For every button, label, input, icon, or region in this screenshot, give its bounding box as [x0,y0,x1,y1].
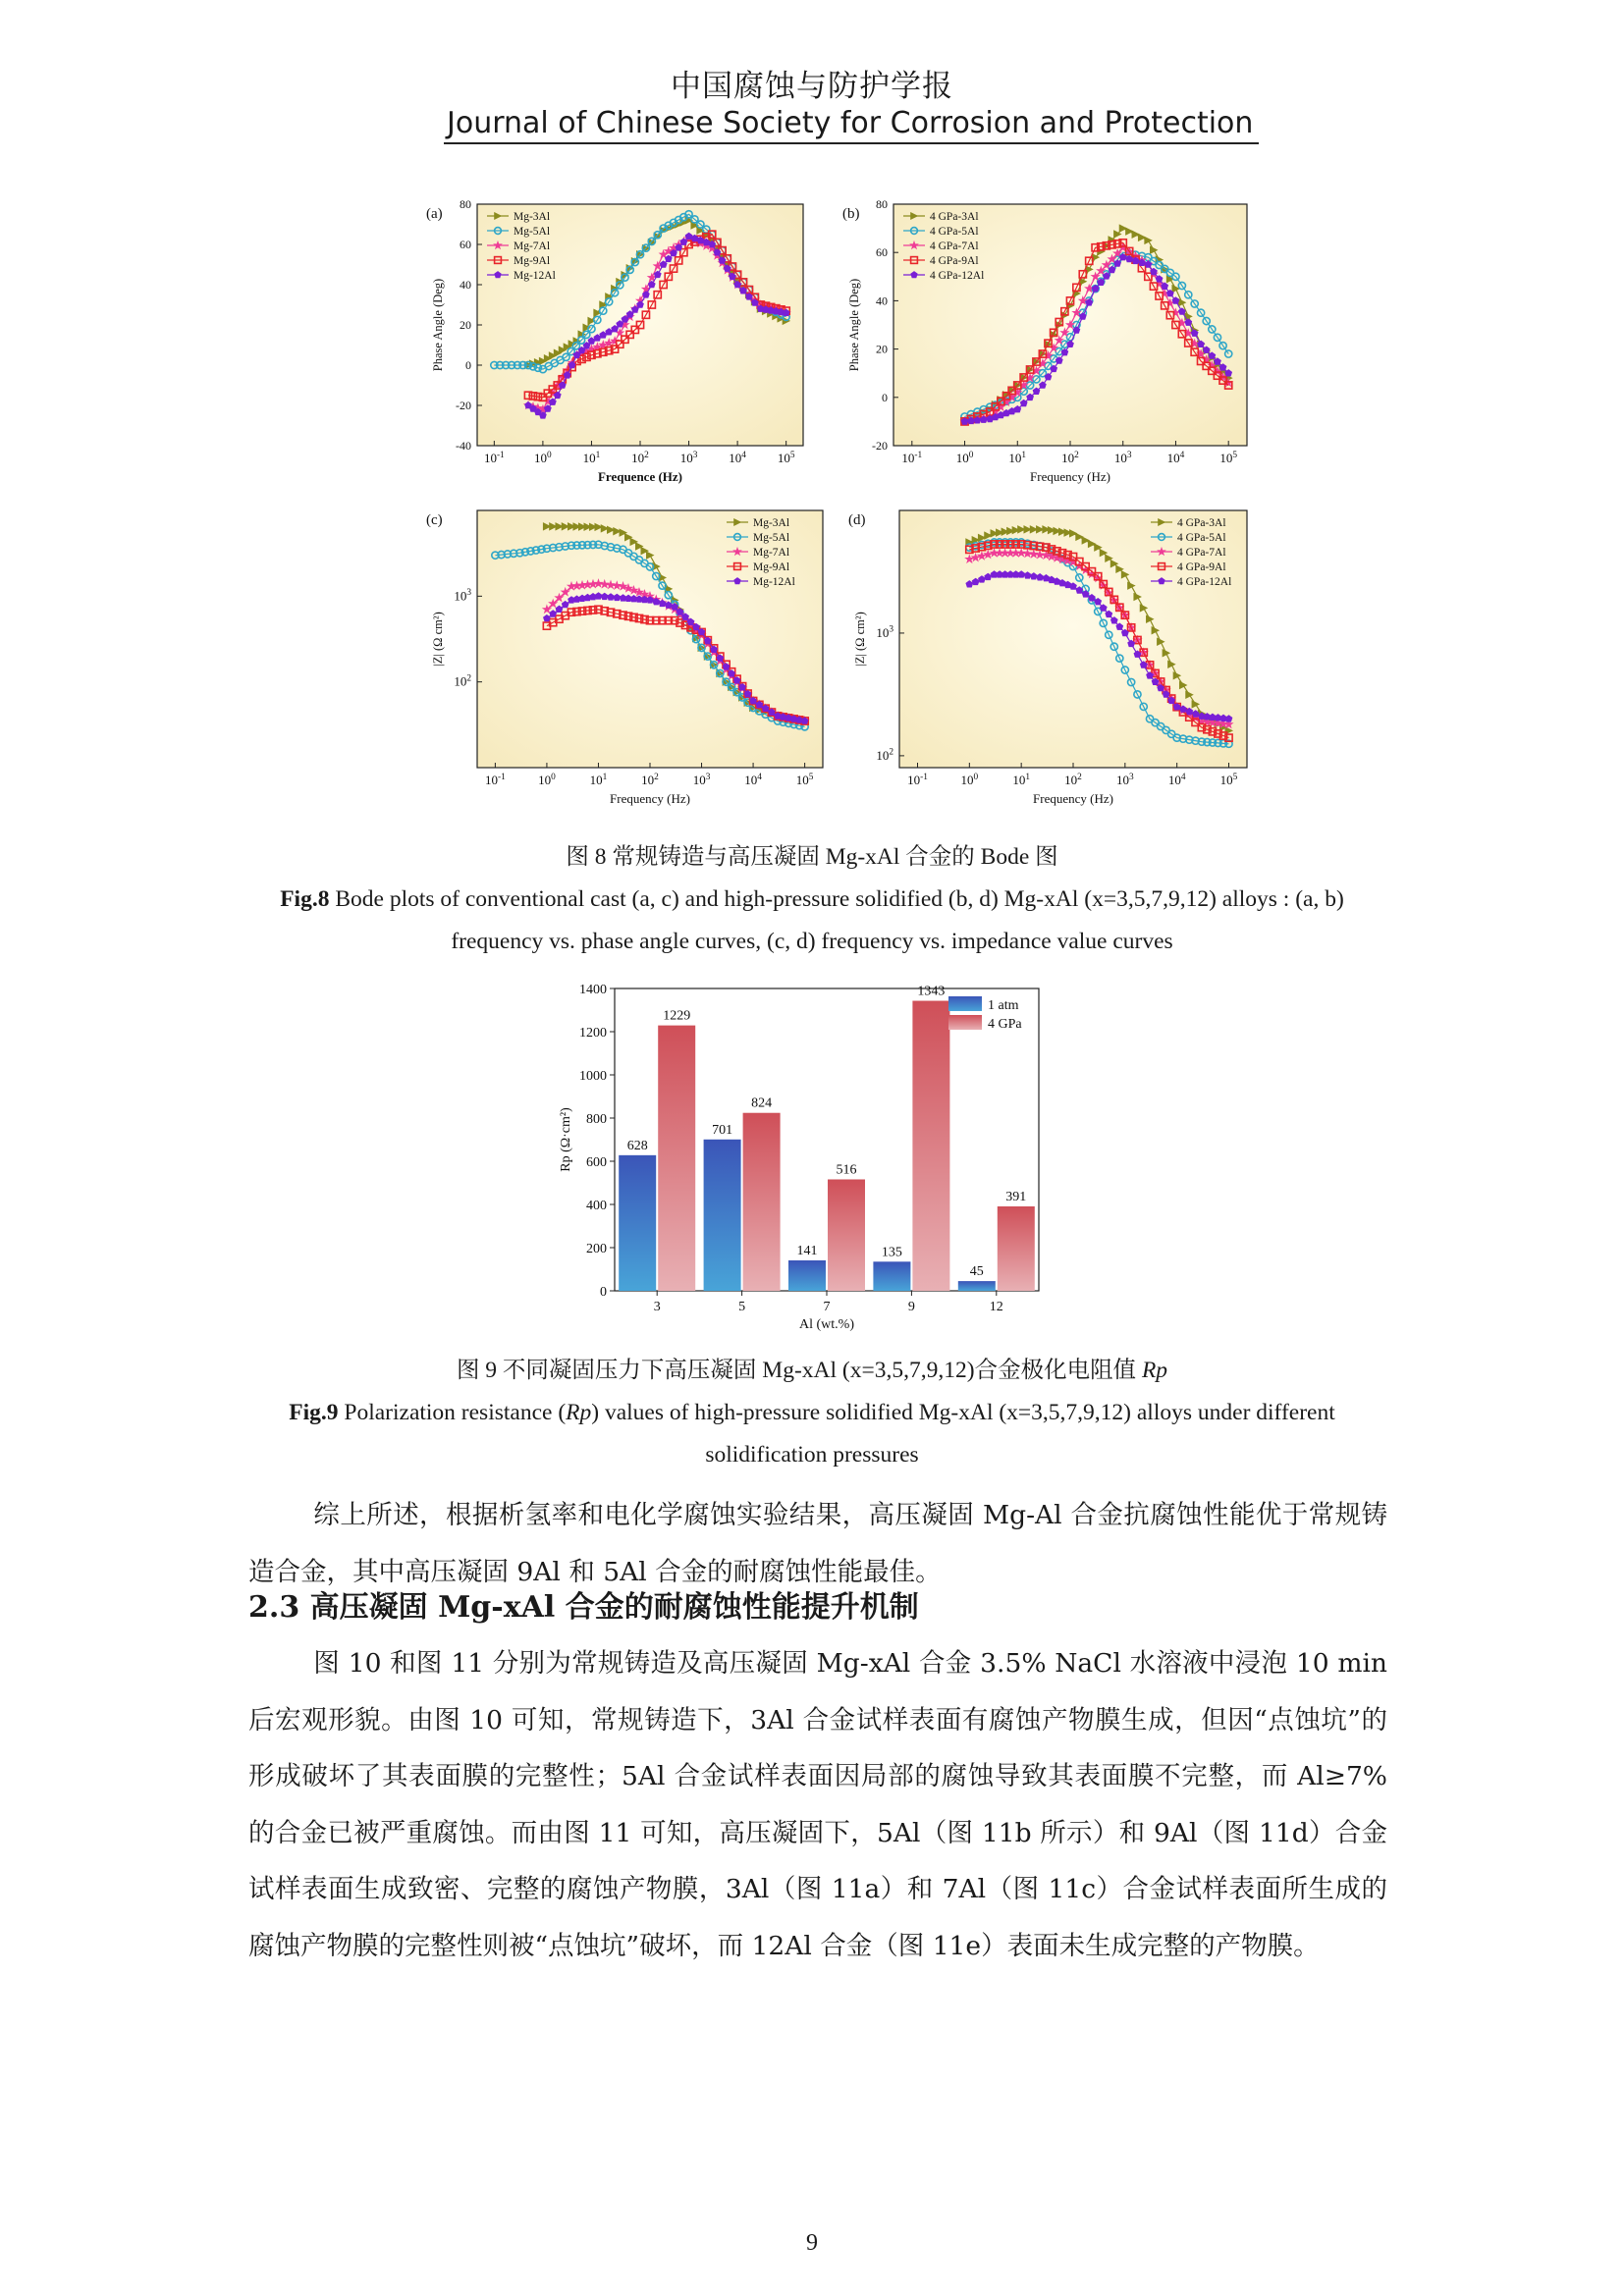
x-tick-label: $10^0$ [960,772,979,787]
x-axis-label: Frequence (Hz) [597,469,683,484]
bar-value-label: 45 [969,1264,984,1280]
x-tick-label: $10^1$ [1008,450,1027,465]
legend-label: 4 GPa-12Al [1177,576,1232,588]
y-tick-label: 400 [586,1199,607,1213]
y-tick-label: -40 [456,439,471,453]
y-tick-label: 80 [876,197,888,211]
bar [658,1026,695,1291]
legend-label: Mg-3Al [514,211,551,223]
legend-swatch [948,1015,982,1030]
x-tick-label: $10^{-1}$ [483,450,505,465]
bar-value-label: 141 [796,1243,818,1258]
legend-label: Mg-12Al [514,270,556,282]
y-tick-label: 0 [600,1285,607,1300]
x-tick-label: $10^3$ [692,772,711,787]
x-tick-label: $10^5$ [1219,772,1238,787]
legend-label: 4 GPa-7Al [1177,547,1226,559]
paragraph-summary-text: 综上所述，根据析氢率和电化学腐蚀实验结果，高压凝固 Mg-Al 合金抗腐蚀性能优于常规铸造合金，其中高压凝固 9Al 和 5Al 合金的耐腐蚀性能最佳。 [248,1500,1387,1587]
legend-label: 4 GPa-7Al [930,240,979,252]
chart-c [410,501,842,815]
x-tick-label: $10^0$ [538,772,556,787]
section-title: 2.3 高压凝固 Mg-xAl 合金的耐腐蚀性能提升机制 [248,1590,919,1625]
fig9-caption-cn [0,1350,1624,1391]
legend-label: 4 GPa-9Al [1177,561,1226,573]
bar-value-label: 628 [626,1138,648,1153]
x-tick-label: $10^4$ [744,772,762,787]
y-tick-label: -20 [872,439,888,453]
legend-label: Mg-3Al [753,517,790,529]
fig8-panel-a [410,194,823,499]
bar-value-label: 824 [751,1095,773,1111]
y-tick-label: 20 [876,342,888,356]
x-tick-label: $10^{-1}$ [901,450,923,465]
legend-label: 4 GPa-5Al [1177,532,1226,544]
y-tick-label: 600 [586,1155,607,1170]
y-axis-label: Phase Angle (Deg) [431,278,445,372]
x-tick-label: $10^4$ [1166,450,1185,465]
legend-label: 1 atm [988,998,1019,1013]
bar [704,1140,741,1291]
x-axis-label: Frequency (Hz) [1030,469,1110,484]
x-tick-label: $10^3$ [679,450,698,465]
y-tick-label: 0 [882,390,888,404]
fig8-panel-b [833,194,1265,499]
fig8-caption-text-1: Bode plots of conventional cast (a, c) and high-pressure solidified (b, d) Mg-xAl (x=3,5,7,9,12) alloys : (a, b) [329,886,1344,912]
bar [828,1179,865,1291]
bar [619,1155,656,1291]
y-axis-label: |Z| (Ω cm²) [853,612,867,667]
y-tick-label: -20 [456,399,471,412]
x-tick-label: $10^{-1}$ [907,772,928,787]
panel-label: (a) [426,206,443,222]
bar [873,1261,910,1291]
fig8-panel-d [833,501,1265,815]
x-tick-label: $10^3$ [1115,772,1134,787]
legend-label: 4 GPa-3Al [930,211,979,223]
x-tick-label: $10^5$ [795,772,814,787]
x-tick-label: $10^2$ [631,450,649,465]
y-tick-label: 800 [586,1112,607,1127]
bar-value-label: 701 [712,1122,733,1138]
chart-b [833,194,1265,499]
panel-label: (b) [842,206,860,222]
y-tick-label: $10^3$ [454,588,471,604]
y-axis-label: Rp (Ω·cm²) [559,1107,573,1172]
x-tick-label: $10^1$ [582,450,601,465]
panel-label: (d) [848,512,866,528]
y-tick-label: 40 [460,278,471,292]
x-tick-label: $10^4$ [1167,772,1186,787]
y-tick-label: 60 [460,238,471,251]
header-rule [444,142,1259,144]
fig9-caption-symbol: Rp [566,1400,592,1425]
y-axis-label: |Z| (Ω cm²) [431,612,445,667]
x-axis-label: Al (wt.%) [799,1317,854,1332]
legend-label: 4 GPa-9Al [930,255,979,267]
paragraph-mechanism-text: 图 10 和图 11 分别为常规铸造及高压凝固 Mg-xAl 合金 3.5% NaCl 水溶液中浸泡 10 min 后宏观形貌。由图 10 可知，常规铸造下，3Al 合金试样表面有腐蚀产物膜生成，但因“点蚀坑”的形成破坏了其表面膜的完整性；5Al 合金试样表面因局部的腐蚀导致其表面膜不完整，而 Al≥7%的合金已被严重腐蚀。而由图 11 可知，高压凝固下，5Al（图 11b 所示）和 9Al（图 11d）合金试样表面生成致密、完整的腐蚀产物膜，3Al（图 11a）和 7Al（图 11c）合金试样表面所生成的腐蚀产物膜的完整性则被“点蚀坑”破坏，而 12Al 合金（图 11e）表面未生成完整的产物膜。 [248,1648,1387,1961]
journal-title-cn: 中国腐蚀与防护学报 [671,69,953,104]
bar-value-label: 516 [836,1162,857,1178]
bar-value-label: 391 [1005,1189,1027,1204]
chart-d [833,501,1265,815]
y-tick-label: $10^2$ [454,673,471,689]
bar [743,1113,781,1291]
x-tick-label: 5 [738,1300,746,1314]
x-tick-label: 3 [653,1300,661,1314]
bar [958,1281,996,1291]
x-tick-label: $10^5$ [777,450,795,465]
legend-label: Mg-5Al [753,532,790,544]
y-tick-label: 1400 [579,983,607,997]
legend-label: Mg-7Al [514,240,551,252]
legend-label: 4 GPa [988,1017,1022,1032]
y-tick-label: 60 [876,245,888,260]
x-tick-label: $10^3$ [1113,450,1132,465]
x-tick-label: $10^0$ [955,450,974,465]
x-tick-label: $10^0$ [534,450,552,465]
legend-label: Mg-7Al [753,547,790,559]
y-tick-label: 0 [465,358,471,372]
y-tick-label: $10^3$ [876,624,893,640]
x-tick-label: $10^2$ [1064,772,1082,787]
x-axis-label: Frequency (Hz) [1033,791,1113,806]
legend-swatch [948,996,982,1011]
fig8-panel-c [410,501,842,815]
x-tick-label: 12 [989,1300,1003,1314]
y-tick-label: 200 [586,1242,607,1256]
bar-value-label: 1229 [663,1008,691,1024]
x-tick-label: $10^4$ [729,450,746,465]
bar [788,1260,826,1291]
x-tick-label: 9 [907,1300,915,1314]
chart-a [410,194,823,499]
legend-label: Mg-9Al [514,255,551,267]
fig8-label: Fig.8 [280,886,330,912]
y-tick-label: 1000 [579,1069,607,1084]
fig8-caption-en-2: frequency vs. phase angle curves, (c, d) frequency vs. impedance value curves [451,929,1173,954]
x-axis-label: Frequency (Hz) [610,791,690,806]
y-axis-label: Phase Angle (Deg) [847,278,861,372]
page-number: 9 [806,2230,818,2256]
legend-label: Mg-12Al [753,576,795,588]
fig8-caption-cn: 图 8 常规铸造与高压凝固 Mg-xAl 合金的 Bode 图 [566,844,1058,870]
legend-label: Mg-5Al [514,226,551,238]
legend-label: 4 GPa-3Al [1177,517,1226,529]
y-tick-label: 20 [460,318,471,332]
fig9-panel [550,977,1090,1340]
y-tick-label: 40 [876,294,888,308]
bar-value-label: 135 [881,1245,902,1260]
journal-title-en: Journal of Chinese Society for Corrosion and Protection [447,106,1254,140]
x-tick-label: 7 [823,1300,831,1314]
panel-label: (c) [426,512,443,528]
x-tick-label: $10^2$ [641,772,659,787]
legend-label: 4 GPa-5Al [930,226,979,238]
bar-value-label: 1343 [917,984,946,999]
fig9-caption-en-2: solidification pressures [705,1442,919,1468]
x-tick-label: $10^1$ [1012,772,1031,787]
fig9-caption-text-b: ) values of high-pressure solidified Mg-xAl (x=3,5,7,9,12) alloys under different [591,1400,1335,1425]
x-tick-label: $10^1$ [589,772,608,787]
legend-label: Mg-9Al [753,561,790,573]
y-tick-label: 1200 [579,1026,607,1041]
chart-bar [550,977,1090,1340]
paragraph-mechanism [248,1635,1387,1974]
bar [912,1001,949,1291]
x-tick-label: $10^{-1}$ [484,772,506,787]
bar [998,1206,1035,1291]
fig9-caption-text-a: Polarization resistance ( [338,1400,567,1425]
y-tick-label: 80 [460,197,471,211]
fig9-label: Fig.9 [289,1400,339,1425]
legend-label: 4 GPa-12Al [930,270,985,282]
fig9-caption-en-1 [0,1392,1624,1433]
x-tick-label: $10^5$ [1219,450,1238,465]
fig8-caption-en-1 [0,879,1624,920]
x-tick-label: $10^2$ [1061,450,1079,465]
fig9-caption-cn-symbol: Rp [1141,1358,1168,1383]
fig9-caption-cn-text: 图 9 不同凝固压力下高压凝固 Mg-xAl (x=3,5,7,9,12)合金极化电阻值 [456,1358,1142,1383]
y-tick-label: $10^2$ [876,747,893,763]
